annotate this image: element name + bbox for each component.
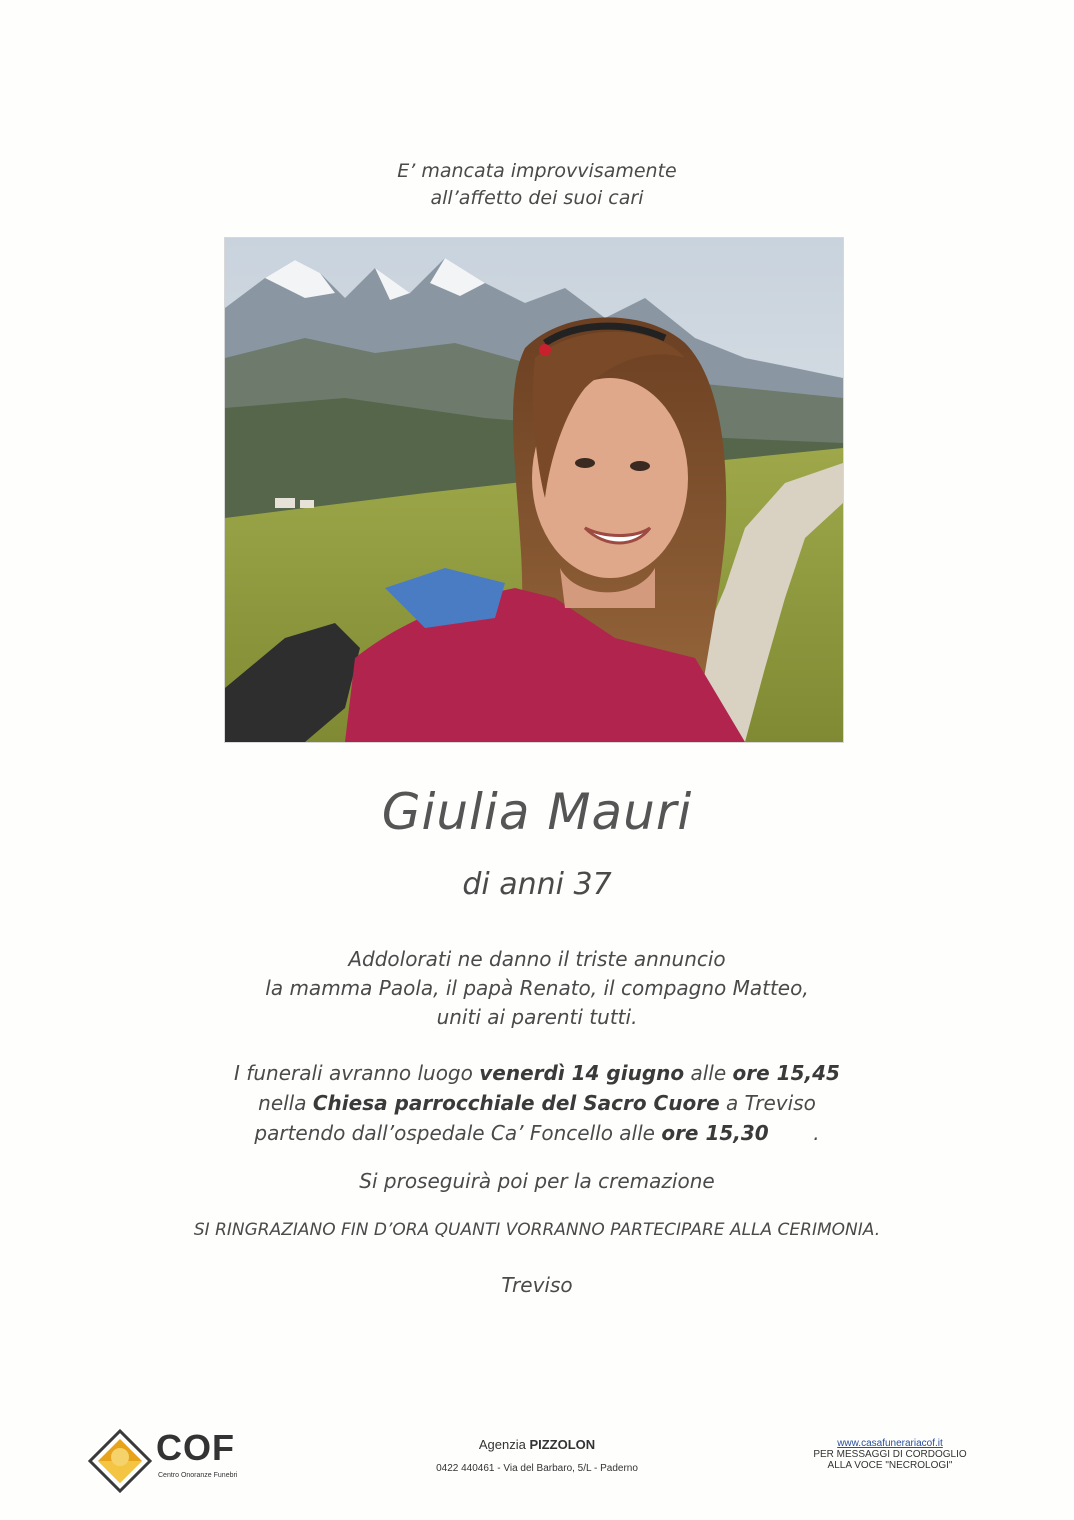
logo-subtitle: Centro Onoranze Funebri	[158, 1472, 238, 1479]
funeral-text: partendo dall’ospedale Ca’ Foncello alle	[254, 1121, 662, 1145]
announcement-line-2: la mamma Paola, il papà Renato, il compagno Matteo,	[265, 976, 809, 1000]
deceased-age: di anni 37	[462, 867, 612, 902]
cof-diamond-icon	[88, 1429, 152, 1493]
funeral-line-3	[0, 1118, 1074, 1148]
funeral-text: .	[768, 1121, 820, 1145]
intro-text	[0, 158, 1074, 212]
intro-line-2: all’affetto dei suoi cari	[430, 187, 644, 209]
funeral-text: alle	[684, 1061, 733, 1085]
funeral-text: I funerali avranno luogo	[234, 1061, 480, 1085]
condolence-line-1: PER MESSAGGI DI CORDOGLIO	[813, 1449, 967, 1460]
funeral-details	[0, 1058, 1074, 1148]
funeral-text: a Treviso	[719, 1091, 816, 1115]
departure-time: ore 15,30	[661, 1121, 769, 1145]
agency-prefix: Agenzia	[478, 1437, 530, 1452]
announcement	[0, 945, 1074, 1032]
website-link[interactable]: www.casafunerariacof.it	[837, 1438, 943, 1449]
agency-address: 0422 440461 - Via del Barbaro, 5/L - Paderno	[436, 1463, 638, 1474]
agency-name-line	[380, 1437, 694, 1452]
logo-text: COF	[156, 1427, 235, 1468]
intro-line-1: E’ mancata improvvisamente	[397, 160, 677, 182]
cof-logo	[88, 1425, 268, 1495]
funeral-date: venerdì 14 giugno	[479, 1061, 685, 1085]
funeral-time: ore 15,45	[732, 1061, 840, 1085]
thanks-note: SI RINGRAZIANO FIN D’ORA QUANTI VORRANNO PARTECIPARE ALLA CERIMONIA.	[193, 1220, 881, 1240]
funeral-text: nella	[258, 1091, 313, 1115]
funeral-line-2	[0, 1088, 1074, 1118]
city-name: Treviso	[501, 1273, 573, 1297]
agency-name: PIZZOLON	[529, 1437, 596, 1452]
funeral-line-1	[0, 1058, 1074, 1088]
portrait-photo	[225, 238, 843, 742]
funeral-church: Chiesa parrocchiale del Sacro Cuore	[312, 1091, 720, 1115]
condolence-info	[800, 1438, 980, 1471]
agency-info	[380, 1437, 694, 1474]
announcement-line-1: Addolorati ne danno il triste annuncio	[348, 947, 726, 971]
cremation-note: Si proseguirà poi per la cremazione	[359, 1169, 715, 1193]
announcement-line-3: uniti ai parenti tutti.	[436, 1005, 638, 1029]
deceased-name: Giulia Mauri	[381, 783, 693, 841]
condolence-line-2: ALLA VOCE "NECROLOGI"	[827, 1460, 953, 1471]
